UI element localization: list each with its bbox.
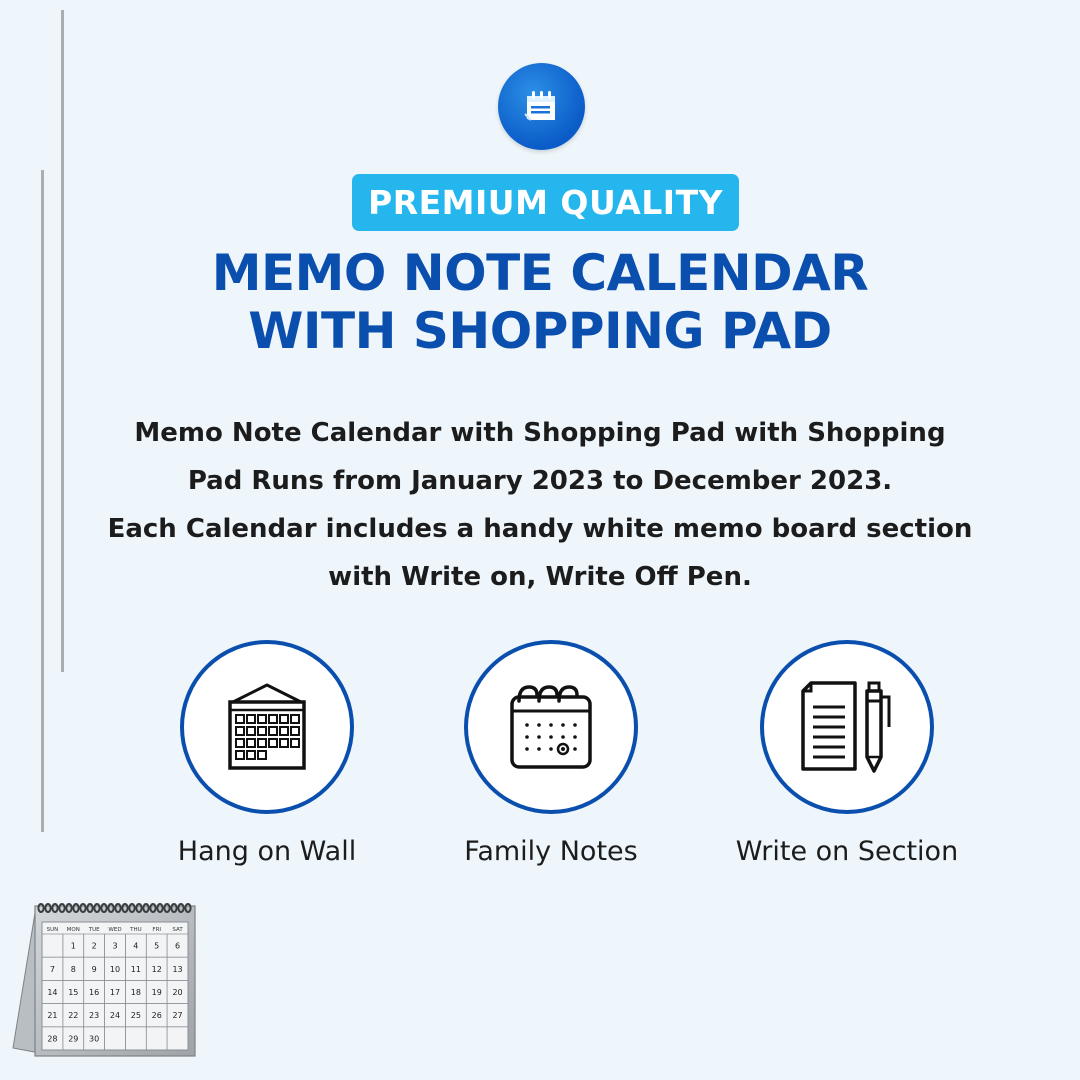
feature-family-notes — [401, 640, 701, 867]
calendar-date-number: 4 — [133, 941, 139, 951]
calendar-date-number: 6 — [175, 941, 181, 951]
wall-calendar-icon — [225, 682, 309, 772]
calendar-day-heading: MON — [66, 927, 80, 933]
calendar-date-number: 9 — [91, 964, 97, 974]
calendar-date-number: 21 — [47, 1011, 58, 1021]
calendar-date-number: 1 — [70, 941, 76, 951]
feature-label: Hang on Wall — [177, 836, 357, 867]
feature-circle — [180, 640, 354, 814]
title-line-1: MEMO NOTE CALENDAR — [211, 244, 869, 302]
title-line-2: WITH SHOPPING PAD — [248, 302, 832, 360]
calendar-day-heading: THU — [130, 927, 142, 933]
calendar-date-number: 18 — [130, 988, 141, 997]
calendar-date-number: 28 — [47, 1034, 58, 1044]
description-line: Each Calendar includes a handy white memo board section — [107, 514, 973, 544]
calendar-date-number: 2 — [91, 941, 97, 951]
description-line: with Write on, Write Off Pen. — [328, 562, 752, 592]
premium-quality-badge: PREMIUM QUALITY — [352, 174, 739, 231]
calendar-badge-icon — [498, 63, 585, 150]
calendar-date-number: 30 — [89, 1034, 100, 1044]
feature-label: Family Notes — [464, 836, 638, 867]
feature-circle — [464, 640, 638, 814]
feature-circle — [760, 640, 934, 814]
description-line: Memo Note Calendar with Shopping Pad with Shopping — [134, 418, 946, 448]
calendar-day-heading: SUN — [46, 927, 59, 933]
calendar-date-number: 27 — [172, 1011, 183, 1021]
calendar-date-number: 14 — [47, 988, 58, 997]
calendar-date-number: 29 — [68, 1034, 79, 1044]
calendar-day-heading: SAT — [172, 927, 183, 933]
calendar-day-heading: TUE — [88, 927, 100, 933]
calendar-date-number: 16 — [89, 988, 100, 997]
calendar-date-number: 22 — [68, 1011, 79, 1021]
calendar-date-number: 26 — [151, 1011, 162, 1021]
feature-label: Write on Section — [735, 836, 959, 867]
page-title — [0, 244, 1080, 360]
feature-write-on-section — [697, 640, 997, 867]
description-line: Pad Runs from January 2023 to December 2023. — [187, 466, 893, 496]
calendar-date-number: 25 — [130, 1011, 141, 1021]
document-pen-icon — [797, 679, 897, 775]
calendar-day-heading: FRI — [152, 927, 162, 933]
calendar-day-heading: WED — [108, 927, 122, 933]
feature-hang-on-wall — [117, 640, 417, 867]
desk-calendar-image — [5, 878, 200, 1058]
calendar-date-number: 10 — [109, 964, 121, 974]
calendar-date-number: 13 — [172, 964, 183, 974]
calendar-date-number: 11 — [130, 964, 141, 974]
calendar-date-number: 24 — [109, 1011, 121, 1021]
calendar-date-number: 23 — [89, 1011, 100, 1021]
calendar-date-number: 3 — [112, 941, 118, 951]
desk-calendar-icon — [505, 681, 597, 773]
calendar-date-number: 7 — [49, 964, 55, 974]
calendar-date-number: 15 — [68, 988, 79, 997]
calendar-date-number: 8 — [70, 964, 76, 974]
calendar-date-number: 19 — [151, 988, 162, 997]
calendar-date-number: 20 — [172, 988, 183, 997]
calendar-date-number: 12 — [151, 964, 162, 974]
calendar-date-number: 17 — [109, 988, 121, 997]
description — [90, 409, 990, 601]
calendar-date-number: 5 — [154, 941, 160, 951]
